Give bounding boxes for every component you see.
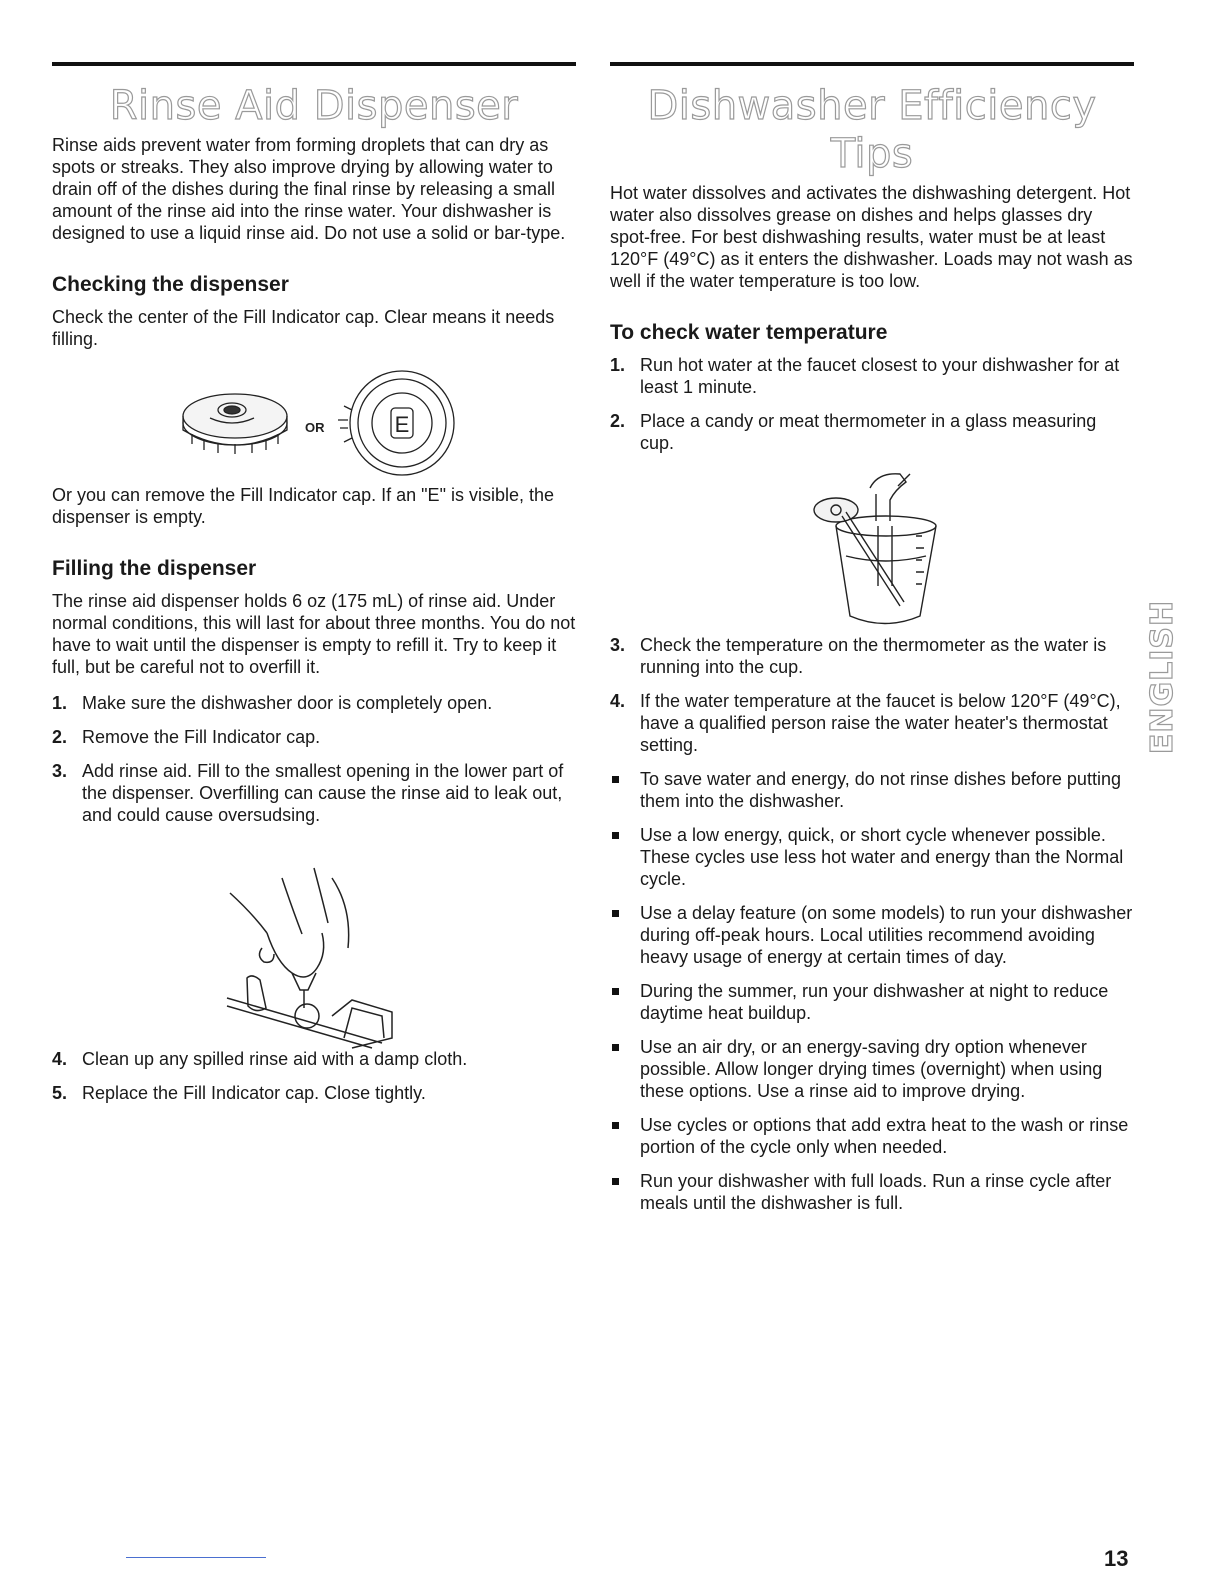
check-temperature-steps bbox=[610, 354, 1134, 454]
efficiency-tips-title: Dishwasher Efficiency Tips bbox=[647, 83, 1097, 177]
language-side-tab bbox=[1145, 562, 1180, 792]
fill-indicator-figure bbox=[52, 350, 576, 480]
bullet-icon bbox=[612, 1122, 619, 1129]
rinse-aid-intro: Rinse aids prevent water from forming droplets that can dry as spots or streaks. They also improve drying by allowing water to drain off of the dishes during the final rinse by releasing a small amount of the rinse aid into the rinse water. Your dishwasher is designed to use a liquid rinse aid. Do not use a solid or bar-type. bbox=[52, 135, 566, 243]
checking-heading: Checking the dispenser bbox=[52, 273, 289, 296]
filling-text: The rinse aid dispenser holds 6 oz (175 mL) of rinse aid. Under normal conditions, this will last for about three months. You do not have to wait until the dispenser is empty to refill it. Try to keep it full, but be careful not to overfill it. bbox=[52, 591, 576, 677]
bullet-icon bbox=[612, 1044, 619, 1051]
list-item: 3. Add rinse aid. Fill to the smallest opening in the lower part of the dispenser. Overfilling can cause the rinse aid to leak out, and could cause oversudsing. bbox=[52, 761, 564, 825]
pouring-bottle-icon bbox=[52, 838, 576, 1048]
bullet-icon bbox=[612, 988, 619, 995]
figure-e-label: E bbox=[394, 412, 410, 437]
check-temperature-steps-continued bbox=[610, 634, 1134, 756]
list-item: During the summer, run your dishwasher at night to reduce daytime heat buildup. bbox=[610, 980, 1134, 1024]
efficiency-intro: Hot water dissolves and activates the dishwashing detergent. Hot water also dissolves grease on dishes and helps glasses dry spot-free. For best dishwashing results, water must be at least 120°F (49°C) as it enters the dishwasher. Loads may not wash as well if the water temperature is too low. bbox=[610, 183, 1133, 291]
list-item: 4. Clean up any spilled rinse aid with a damp cloth. bbox=[52, 1049, 468, 1069]
bullet-icon bbox=[612, 910, 619, 917]
list-item: Run your dishwasher with full loads. Run a rinse cycle after meals until the dishwasher is full. bbox=[610, 1170, 1134, 1214]
list-item: Use a low energy, quick, or short cycle whenever possible. These cycles use less hot water and energy than the Normal cycle. bbox=[610, 824, 1134, 890]
figure-or-label: OR bbox=[305, 420, 325, 435]
left-column bbox=[52, 62, 576, 1116]
list-item: 3. Check the temperature on the thermometer as the water is running into the cup. bbox=[610, 635, 1107, 677]
footer-divider bbox=[126, 1557, 266, 1558]
bullet-icon bbox=[612, 832, 619, 839]
right-column bbox=[610, 62, 1134, 1226]
list-item: 5. Replace the Fill Indicator cap. Close tightly. bbox=[52, 1083, 426, 1103]
list-item: 1. Make sure the dishwasher door is completely open. bbox=[52, 693, 493, 713]
section-rule bbox=[52, 62, 576, 66]
thermometer-cup-icon bbox=[610, 466, 1134, 634]
pour-rinse-aid-figure bbox=[52, 838, 576, 1048]
thermometer-cup-figure bbox=[610, 466, 1134, 634]
list-item: 4. If the water temperature at the faucet is below 120°F (49°C), have a qualified person raise the water heater's thermostat setting. bbox=[610, 691, 1121, 755]
filling-steps-continued bbox=[52, 1048, 576, 1104]
list-item: Use a delay feature (on some models) to run your dishwasher during off-peak hours. Local utilities recommend avoiding heavy usage of energy at certain times of day. bbox=[610, 902, 1134, 968]
rinse-aid-title: Rinse Aid Dispenser bbox=[109, 83, 519, 129]
check-temperature-heading: To check water temperature bbox=[610, 321, 888, 344]
list-item: To save water and energy, do not rinse dishes before putting them into the dishwasher. bbox=[610, 768, 1134, 812]
side-tab-label: ENGLISH bbox=[1145, 599, 1180, 755]
list-item: 1. Run hot water at the faucet closest to your dishwasher for at least 1 minute. bbox=[610, 355, 1120, 397]
list-item: 2. Remove the Fill Indicator cap. bbox=[52, 727, 321, 747]
filling-heading: Filling the dispenser bbox=[52, 557, 257, 580]
bullet-icon bbox=[612, 1178, 619, 1185]
list-item: 2. Place a candy or meat thermometer in a glass measuring cup. bbox=[610, 411, 1097, 453]
checking-text: Check the center of the Fill Indicator cap. Clear means it needs filling. bbox=[52, 307, 555, 349]
fill-indicator-cap-icon bbox=[52, 350, 576, 480]
checking-after-text: Or you can remove the Fill Indicator cap. If an "E" is visible, the dispenser is empty. bbox=[52, 485, 554, 527]
filling-steps bbox=[52, 692, 576, 826]
section-rule bbox=[610, 62, 1134, 66]
bullet-icon bbox=[612, 776, 619, 783]
list-item: Use an air dry, or an energy-saving dry option whenever possible. Allow longer drying times (overnight) when using these options. Use a rinse aid to improve drying. bbox=[610, 1036, 1134, 1102]
page-number: 13 bbox=[1104, 1546, 1129, 1571]
list-item: Use cycles or options that add extra heat to the wash or rinse portion of the cycle only when needed. bbox=[610, 1114, 1134, 1158]
efficiency-tips-list bbox=[610, 768, 1134, 1214]
